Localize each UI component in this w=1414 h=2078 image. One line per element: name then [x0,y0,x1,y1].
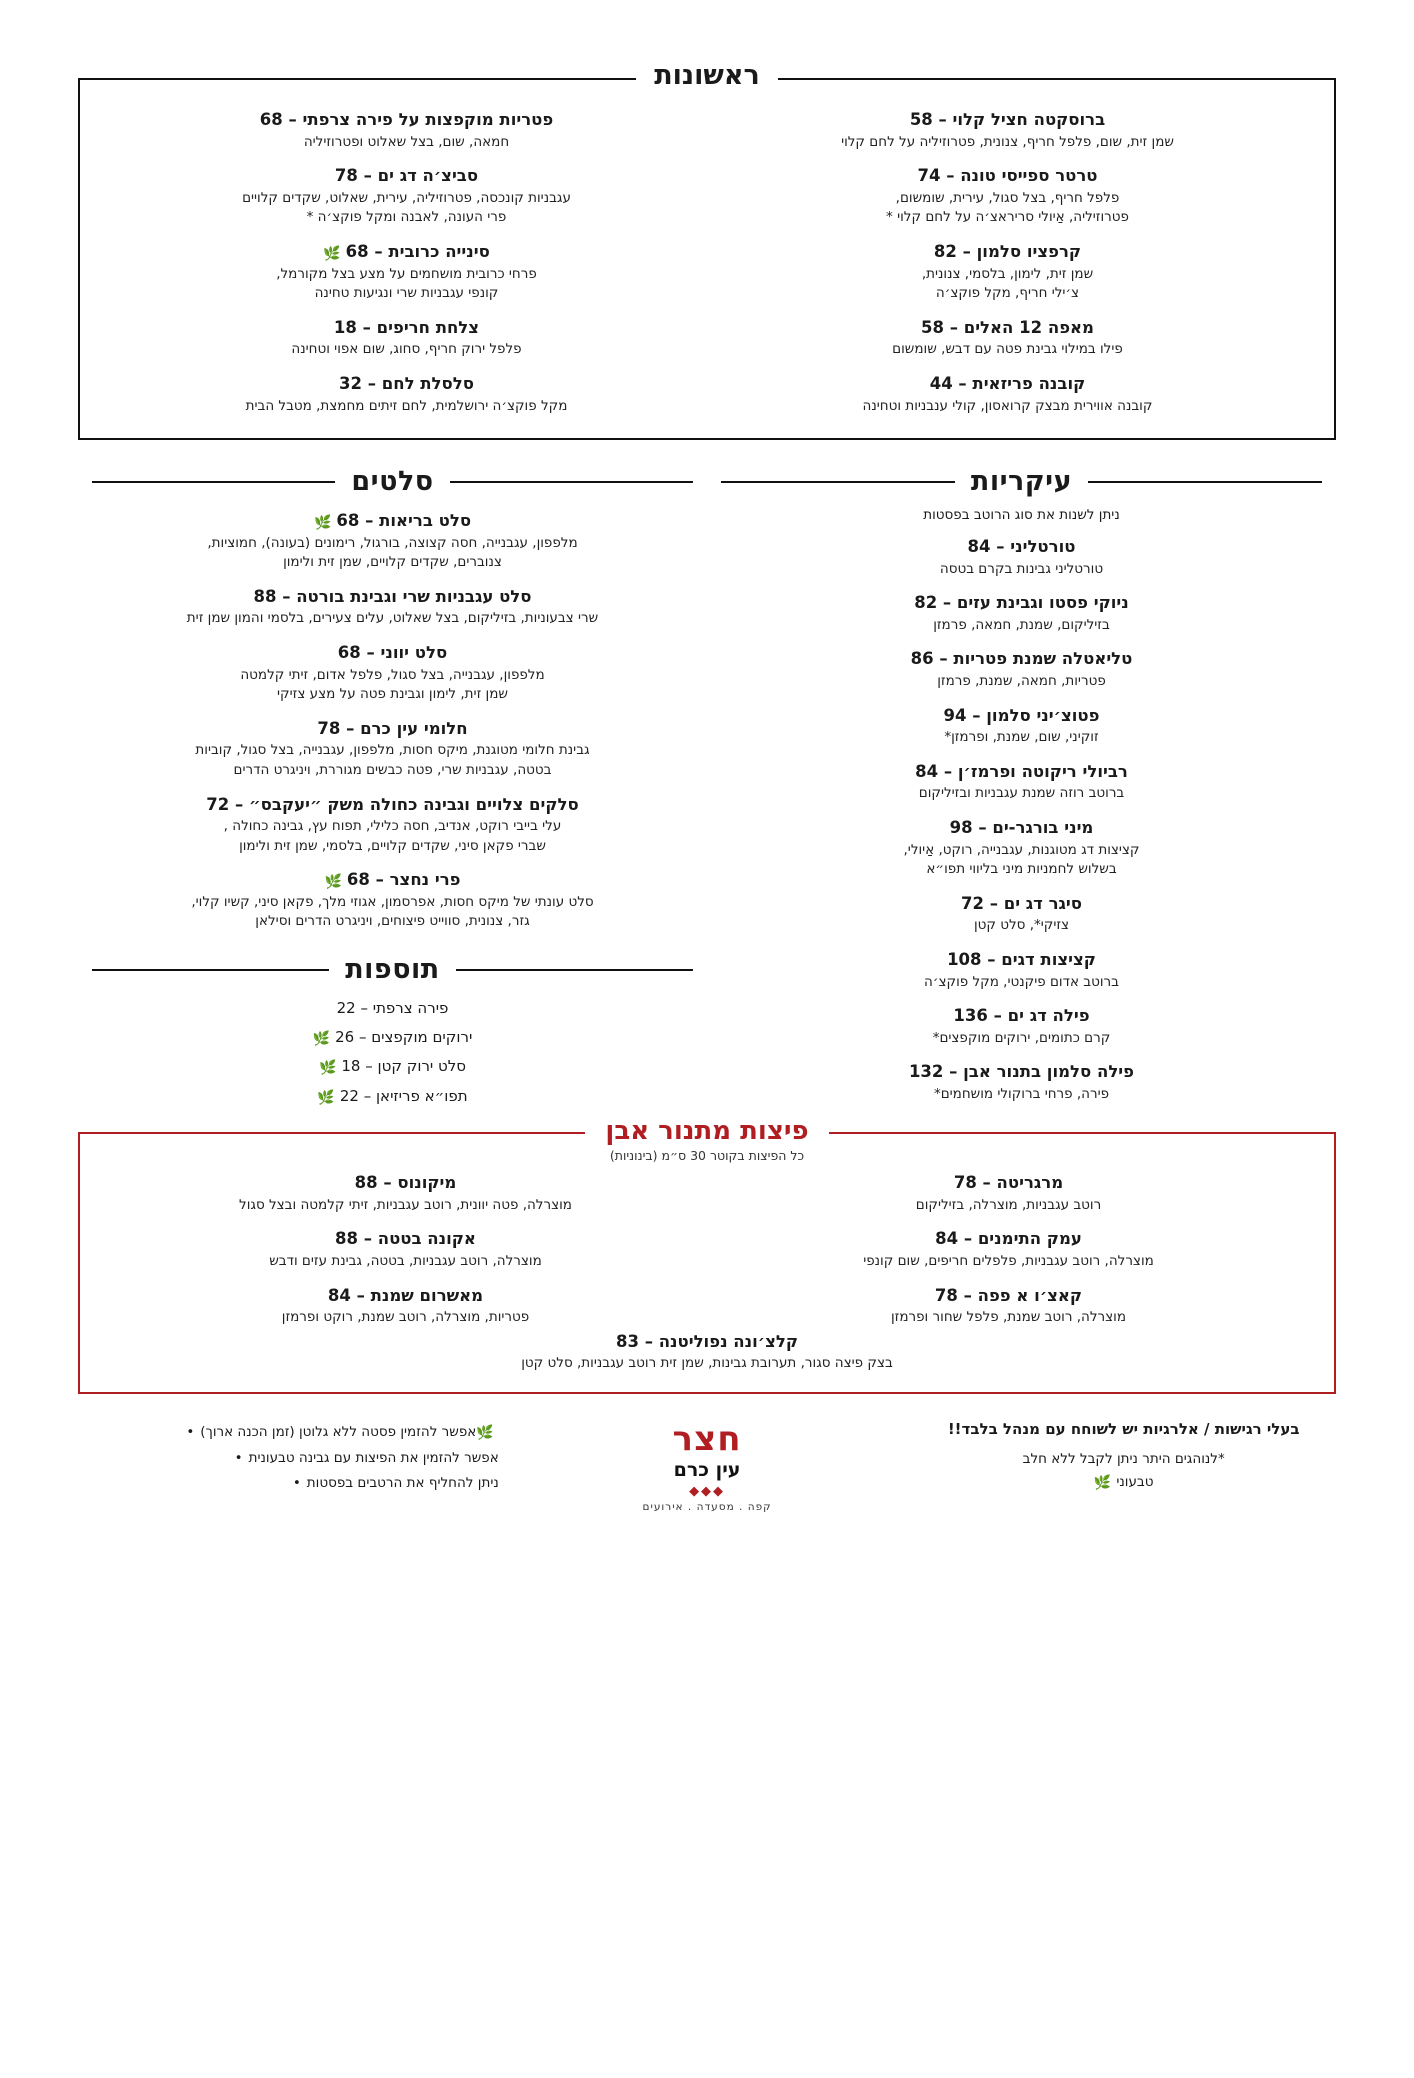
vegan-leaf-icon: 🌿 [313,515,332,532]
menu-item-description: פטריות, חמאה, שמנת, פרמזן [937,673,1106,690]
pizza-left-column [104,1173,707,1328]
menu-item [721,894,1322,936]
menu-item [92,1028,693,1048]
menu-item [118,374,695,416]
salads-heading [92,466,693,497]
menu-item [92,1087,693,1107]
menu-item-name: קלצ׳ונה נפוליטנה – 83 [615,1331,798,1351]
pizza-box [78,1132,1336,1394]
rule-left [456,969,693,971]
menu-item-name: סלט בריאות – 68🌿 [313,511,472,532]
menu-item [721,818,1322,880]
menu-item [719,1229,1298,1271]
footer-notes [82,1420,499,1496]
menu-item-name: רביולי ריקוטה ופרמז׳ן – 84 [915,761,1128,781]
menu-item-name: פילה סלמון בתנור אבן – 132 [908,1062,1135,1082]
section-firsts [78,60,1336,440]
footer-note-text: אפשר להזמין פסטה ללא גלוטן (זמן הכנה ארוך) [200,1424,477,1440]
menu-item-name: מאשרום שמנת – 84 [327,1285,484,1305]
menu-item-name: סלט יווני – 68 [337,643,448,662]
logo-sub: עין כרם [673,1459,741,1481]
bullet-icon: • [292,1474,301,1491]
menu-item-name: סינייה כרובית – 68🌿 [323,241,490,262]
menu-item-description: טורטליני גבינות בקרם בטסה [939,560,1104,577]
menu-item-description: קובנה אווירית מבצק קרואסון, קולי ענבניות וטחינה [862,397,1153,414]
menu-item-name: סלט עגבניות שרי וגבינת בורטה – 88 [253,586,532,606]
allergy-line: טבעוני🌿 [915,1471,1332,1495]
menu-item [92,511,693,573]
menu-item-description: מלפפון, עגבנייה, בצל סגול, פלפל אדום, זיתי קלמטה שמן זית, לימון וגבינת פטה על מצע צזיקי [240,666,545,703]
allergy-lines [915,1448,1332,1495]
menu-item [719,110,1296,152]
menu-item-name: ניוקי פסטו וגבינת עזים – 82 [914,593,1129,613]
vegan-leaf-icon: 🌿 [317,1089,335,1106]
additions-list [92,999,693,1106]
menu-item-name: טורטליני – 84 [967,537,1076,557]
menu-item-name: קציצות דגים – 108 [947,949,1096,969]
vegan-leaf-icon: 🌿 [323,245,341,262]
menu-item-name: צלחת חריפים – 18 [333,317,480,337]
menu-item-name: מרגריטה – 78 [953,1173,1064,1193]
menu-page [0,60,1414,2078]
menu-item-name: סיגר דג ים – 72 [961,893,1082,913]
menu-item-description: מלפפון, עגבנייה, חסה קצוצה, בורגול, רימונים (בעונה), חמוציות, צנוברים, שקדים קלויים, שמן זית ולימון [207,534,578,571]
footer-note [88,1420,499,1446]
menu-item [719,1286,1298,1328]
additions-heading [92,954,693,985]
menu-item-name: עמק התימנים – 84 [935,1229,1082,1249]
logo-tagline: קפה . מסעדה . אירועים [642,1501,772,1513]
menu-item-description: פטריות, מוצרלה, רוטב שמנת, רוקט ופרמזן [281,1309,530,1326]
pizza-note: כל הפיצות בקוטר 30 ס״מ (בינוניות) [609,1148,805,1164]
allergy-head: בעלי רגישות / אלרגיות יש לשוחח עם מנהל בלבד!! [947,1420,1300,1438]
menu-item-description: פלפל ירוק חריף, סחוג, שום אפוי וטחינה [291,341,522,358]
menu-item-name: מיני בורגר-ים – 98 [949,818,1094,837]
menu-item-description: מוצרלה, רוטב עגבניות, בטטה, גבינת עזים ודבש [269,1253,542,1270]
section-salads [78,466,707,1116]
pizza-title [78,1116,1336,1146]
menu-item-description: ברוטב אדום פיקנטי, מקל פוקצ׳ה [924,973,1119,990]
footer-note-text: ניתן להחליף את הרטבים בפסטות [306,1474,499,1491]
menu-item-description: קציצות דג מטוגנות, עגבנייה, רוקט, אַיולי, בשלוש לחמניות מיני בליווי תפו״א [903,841,1140,878]
menu-item-description: מוצרלה, פטה יוונית, רוטב עגבניות, זיתי קלמטה ובצל סגול [239,1196,572,1213]
menu-item-name: ברוסקטה חציל קלוי – 58 [909,110,1106,129]
firsts-left-column [106,110,707,416]
footer-notes-list [88,1420,499,1496]
menu-item [719,166,1296,228]
menu-item-name: פילה דג ים – 136 [953,1006,1090,1026]
footer-note-text: אפשר להזמין את הפיצות עם גבינה טבעונית [248,1449,499,1466]
logo-mark: חצר [672,1419,742,1459]
salads-list [92,511,693,932]
menu-item-name: פטריות מוקפצות על פירה צרפתי – 68 [259,110,554,129]
rule-left [450,481,693,483]
menu-item [719,242,1296,304]
menu-item [118,318,695,360]
section-mains [707,466,1336,1116]
menu-item-name: סלקים צלויים וגבינה כחולה משק ״יעקבס״ – 72 [206,794,579,814]
menu-item-description: עלי בייבי רוקט, אנדיב, חסה כלילי, תפוח עץ, גבינה כחולה , שברי פקאן סיני, שקדים קלויים, בלסמי, שמן זית ולימון [223,818,562,854]
menu-item-name: אקונה בטטה – 88 [335,1229,476,1249]
rule-right [92,969,329,971]
vegan-leaf-icon: 🌿 [476,1425,494,1441]
menu-item-description: צזיקי*, סלט קטן [973,917,1070,934]
menu-item [721,1006,1322,1048]
menu-item [721,1062,1322,1104]
vegan-leaf-icon: 🌿 [324,874,342,891]
menu-item-name: סלסלת לחם – 32 [339,373,474,393]
menu-item [92,999,693,1018]
menu-item-description: בצק פיצה סגור, תערובת גבינות, שמן זית רוטב עגבניות, סלט קטן [521,1355,893,1372]
menu-item-name: פרי נחצר – 68🌿 [324,870,461,891]
menu-item-name: קאצ׳ו א פפה – 78 [934,1285,1083,1305]
additions-title: תוספות [345,954,440,985]
menu-item-description: פלפל חריף, בצל סגול, עירית, שומשום, פטרוזיליה, אַיולי סריראצ׳ה על לחם קלוי * [886,189,1129,226]
rule-right [721,481,955,483]
menu-item [92,1057,693,1077]
menu-item-name: חלומי עין כרם – 78 [317,718,468,738]
salads-title: סלטים [351,466,434,498]
menu-item-description: עגבניות קונכסה, פטרוזיליה, עירית, שאלוט, שקדים קלויים פרי העונה, לאבנה ומקל פוקצ׳ה * [242,189,571,226]
menu-item-description: בזיליקום, שמנת, חמאה, פרמזן [933,616,1110,633]
menu-item-description: פרחי כרובית מושחמים על מצע בצל מקורמל, קונפי עגבניות שרי ונגיעות טחינה [276,265,537,302]
footer [78,1420,1336,1513]
mains-title: עיקריות [970,466,1073,498]
menu-item-name: תפו״א פריזיאן – 22🌿 [317,1086,468,1106]
menu-item [92,643,693,705]
menu-item [721,537,1322,579]
mains-note: ניתן לשנות את סוג הרוטב בפסטות [923,507,1120,524]
logo-dots-icon: ◆◆◆ [689,1484,726,1499]
mains-heading [721,466,1322,497]
footer-note [88,1446,499,1471]
menu-item-name: מיקונוס – 88 [354,1173,457,1193]
menu-item [721,593,1322,635]
menu-item-name: טליאטלה שמנת פטריות – 86 [910,649,1133,669]
menu-item-description: מוצרלה, רוטב עגבניות, פלפלים חריפים, שום קונפי [863,1253,1154,1270]
vegan-leaf-icon: 🌿 [1093,1474,1112,1491]
menu-item-description: רוטב עגבניות, מוצרלה, בזיליקום [915,1196,1102,1213]
menu-item-description: קרם כתומים, ירוקים מוקפצים* [932,1029,1111,1046]
menu-item [92,795,693,857]
menu-item [92,719,693,781]
pizza-columns [104,1173,1310,1328]
menu-item-description: גבינת חלומי מטוגנת, מיקס חסות, מלפפון, עגבנייה, בצל סגול, קוביות בטטה, עגבניות שרי, פטה כבשים מגוררת, ויניגרט הדרים [195,742,590,778]
menu-item-description: סלט עונתי של מיקס חסות, אפרסמון, אגוזי מלך, פקאן סיני, קשיו קלוי, גזר, צנונית, סווייט פיצוחים, ויניגרט הדרים וסילאן [191,893,594,930]
menu-item [118,242,695,304]
menu-item-description: ברוטב רוזה שמנת עגבניות ובזיליקום [918,785,1125,802]
menu-item-name: סביצ׳ה דג ים – 78 [334,166,479,186]
menu-item [118,166,695,228]
rule-right [92,481,335,483]
menu-item-description: שרי צבעוניות, בזיליקום, בצל שאלוט, עלים צעירים, בלסמי והמון שמן זית [186,610,599,627]
vegan-leaf-icon: 🌿 [312,1030,331,1047]
menu-item-name: קובנה פריזאית – 44 [929,373,1086,393]
menu-item-description: פירה, פרחי ברוקולי מושחמים* [933,1085,1110,1102]
restaurant-logo [499,1420,916,1513]
firsts-box [78,78,1336,440]
menu-item [721,950,1322,992]
pizza-full-width-item [104,1332,1310,1374]
rule-left [1088,481,1322,483]
menu-item [719,374,1296,416]
menu-item-description: מוצרלה, רוטב שמנת, פלפל שחור ופרמזן [890,1309,1127,1326]
menu-item [92,870,693,932]
pizza-right-column [707,1173,1310,1328]
menu-item-description: שמן זית, שום, פלפל חריף, צנונית, פטרוזיליה על לחם קלוי [841,133,1174,150]
firsts-right-column [707,110,1308,416]
mains-list [721,537,1322,1104]
menu-item-name: טרטר ספייסי טונה – 74 [917,166,1098,186]
menu-item [92,587,693,629]
menu-item [116,1286,695,1328]
menu-item-name: מאפה 12 האלים – 58 [921,317,1094,337]
allergy-line: *לנוהגים היתר ניתן לקבל ללא חלב [1022,1451,1225,1467]
menu-item [721,762,1322,804]
menu-item-description: מקל פוקצ׳ה ירושלמית, לחם זיתים מחמצת, מטבל הבית [245,397,568,414]
pizza-title-text: פיצות מתנור אבן [585,1116,828,1146]
section-firsts-title-text: ראשונות [636,60,778,91]
bullet-icon: • [186,1424,195,1440]
main-columns [78,466,1336,1116]
menu-item [721,649,1322,691]
menu-item [116,1173,695,1215]
vegan-leaf-icon: 🌿 [318,1060,337,1077]
menu-item [719,1173,1298,1215]
menu-item-name: ירוקים מוקפצים – 26🌿 [312,1027,473,1047]
menu-item-description: זוקיני, שום, שמנת, ופרמזן* [944,729,1099,746]
footer-allergy [915,1420,1332,1495]
spacer [92,932,693,954]
menu-item [116,1229,695,1271]
menu-item-description: חמאה, שום, בצל שאלוט ופטרוזיליה [303,133,510,150]
menu-item [721,706,1322,748]
menu-item-name: פירה צרפתי – 22 [336,999,449,1017]
menu-item [118,110,695,152]
menu-item [719,318,1296,360]
section-pizza [78,1116,1336,1394]
bullet-icon: • [234,1449,243,1466]
menu-item-name: פטוצ׳יני סלמון – 94 [943,705,1100,725]
footer-note [88,1471,499,1496]
menu-item-description: שמן זית, לימון, בלסמי, צנונית, צ׳ילי חריף, מקל פוקצ׳ה [921,265,1094,302]
menu-item-name: סלט ירוק קטן – 18🌿 [318,1057,467,1077]
menu-item [104,1332,1310,1374]
menu-item-description: פילו במילוי גבינת פטה עם דבש, שומשום [892,341,1123,358]
menu-item-name: קרפציו סלמון – 82 [933,241,1082,261]
